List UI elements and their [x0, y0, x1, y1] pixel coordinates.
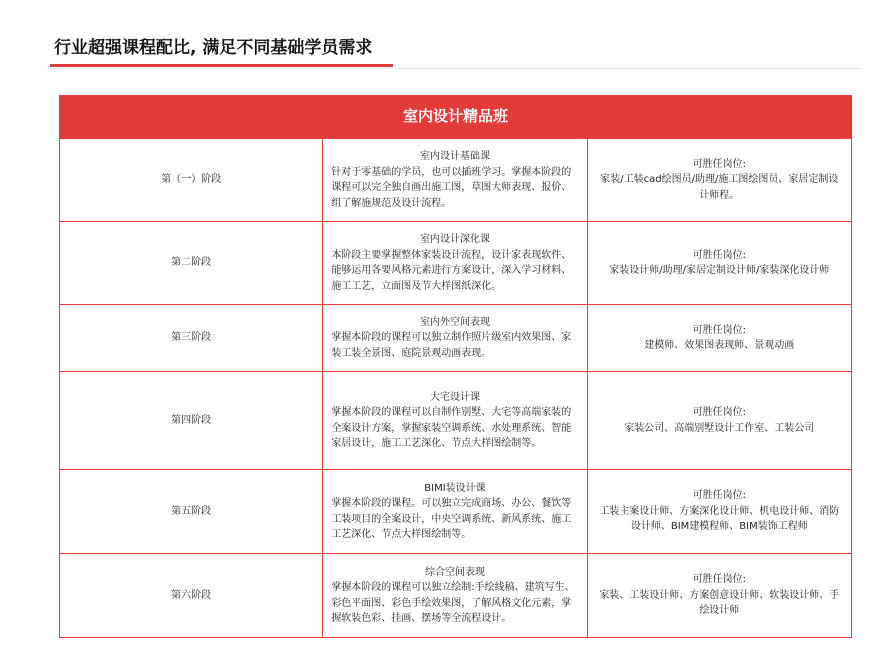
job-label: 可胜任岗位: [692, 407, 746, 418]
course-desc: 本阶段主要掌握整体家装设计流程，设计家表现软件、能够运用各要风格元素进行方案设计，深入学习材料、施工工艺，立面图及节大样图纸深化。 [331, 249, 572, 292]
section-title: 行业超强课程配比, 满足不同基础学员需求 [54, 38, 373, 58]
job-list: 建模师、效果图表现师、景观动画 [644, 340, 795, 351]
job-cell [587, 554, 851, 638]
course-desc: 掌握本阶段的课程可以自制作别墅、大宅等高端家装的全案设计方案，掌握家装空调系统、水处理系统、智能家居设计，施工工艺深化、节点大样图绘制等。 [331, 407, 572, 449]
job-list: 家装、工装设计师、方案创意设计师、软装设计师、手绘设计师 [599, 589, 840, 617]
job-list: 家装/工装cad绘图员/助理/施工图绘图员、家居定制设计师程。 [600, 174, 839, 201]
table-row [60, 139, 852, 222]
course-cell [323, 305, 587, 372]
job-label: 可胜任岗位: [692, 574, 746, 586]
course-desc: 掌握本阶段的课程可以独立制作照片级室内效果图、家装工装全景图、庭院景观动画表现。 [331, 332, 572, 359]
stage-cell: 第四阶段 [60, 372, 323, 470]
table-row [60, 222, 852, 305]
job-label: 可胜任岗位: [692, 490, 746, 502]
job-cell [587, 470, 851, 554]
section-header [50, 0, 861, 69]
course-desc: 掌握本阶段的课程可以独立绘制:手绘线稿、建筑写生、彩色平面图、彩色手绘效果图，了解风格文化元素，掌握软装色彩、挂画、摆场等全流程设计。 [331, 582, 575, 624]
course-name: 室内设计深化课 [419, 234, 490, 245]
job-cell [587, 305, 851, 372]
course-name: 大宅设计课 [429, 391, 480, 403]
course-cell [323, 554, 587, 638]
table-row [60, 554, 852, 638]
job-cell [587, 222, 851, 305]
course-name: 室内设计基础课 [419, 151, 490, 162]
course-name: 综合空间表现 [424, 566, 485, 578]
table-row [60, 470, 852, 554]
table-caption-row [60, 96, 852, 139]
job-list: 家装设计师/助理/家居定制设计师/家装深化设计师 [609, 265, 830, 276]
course-cell [323, 139, 587, 222]
stage-cell: 第三阶段 [60, 305, 323, 372]
job-cell [587, 372, 851, 470]
course-desc: 掌握本阶段的课程。可以独立完成商场、办公、餐饮等工装项目的全案设计，中央空调系统、新风系统、施工工艺深化、节点大样图绘制等。 [331, 498, 572, 540]
course-desc: 针对于零基础的学员，也可以插班学习。掌握本阶段的课程可以完全独自画出施工图，草图大师表现、报价、组了解施规范及设计流程。 [331, 166, 572, 209]
job-cell [587, 139, 851, 222]
course-cell [323, 222, 587, 305]
table-row [60, 372, 852, 470]
job-label: 可胜任岗位: [692, 324, 746, 336]
course-name: BIMI装设计课 [424, 482, 486, 494]
stage-cell: 第二阶段 [60, 222, 323, 305]
course-cell [323, 470, 587, 554]
job-label: 可胜任岗位: [692, 249, 746, 261]
stage-cell: 第五阶段 [60, 470, 323, 554]
course-name: 室内外空间表现 [419, 316, 490, 328]
stage-cell: 第六阶段 [60, 554, 323, 638]
course-table [59, 95, 852, 638]
title-underline [50, 64, 393, 67]
job-list: 工装主案设计师、方案深化设计师、机电设计师、消防设计师、BIM建模程师、BIM装饰工程师 [599, 505, 840, 533]
job-list: 家装公司、高端别墅设计工作室、工装公司 [624, 422, 815, 434]
course-cell [323, 372, 587, 470]
table-caption: 室内设计精品班 [60, 96, 852, 139]
stage-cell: 第（一）阶段 [60, 139, 323, 222]
table-row [60, 305, 852, 372]
job-label: 可胜任岗位: [692, 158, 746, 170]
